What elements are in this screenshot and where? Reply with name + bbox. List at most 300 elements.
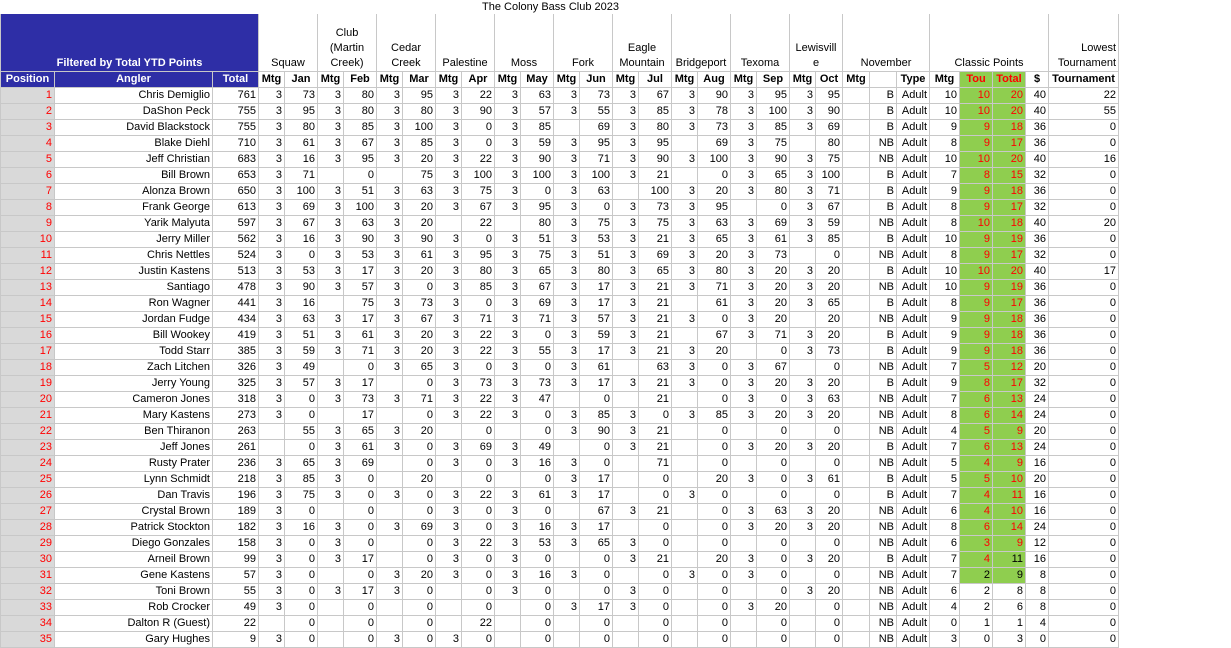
table-cell[interactable]: 3 bbox=[318, 536, 344, 552]
table-cell[interactable]: 0 bbox=[1049, 600, 1119, 616]
table-cell[interactable]: 15 bbox=[1, 312, 55, 328]
table-cell[interactable]: 0 bbox=[521, 632, 554, 648]
table-cell[interactable]: 3 bbox=[672, 360, 698, 376]
table-cell[interactable]: 613 bbox=[213, 200, 259, 216]
table-cell[interactable] bbox=[318, 168, 344, 184]
table-cell[interactable] bbox=[790, 248, 816, 264]
table-cell[interactable]: 57 bbox=[521, 104, 554, 120]
table-cell[interactable] bbox=[613, 520, 639, 536]
table-cell[interactable]: 3 bbox=[495, 440, 521, 456]
table-cell[interactable]: 17 bbox=[344, 584, 377, 600]
table-cell[interactable]: 51 bbox=[344, 184, 377, 200]
table-cell[interactable]: 0 bbox=[930, 616, 960, 632]
table-cell[interactable]: 3 bbox=[613, 88, 639, 104]
table-cell[interactable]: 100 bbox=[698, 152, 731, 168]
table-cell[interactable]: 3 bbox=[259, 232, 285, 248]
table-cell[interactable] bbox=[377, 536, 403, 552]
table-cell[interactable]: 0 bbox=[344, 536, 377, 552]
table-cell[interactable]: 55 bbox=[213, 584, 259, 600]
table-cell[interactable]: 40 bbox=[1026, 88, 1049, 104]
table-cell[interactable]: 3 bbox=[731, 552, 757, 568]
table-cell[interactable] bbox=[731, 488, 757, 504]
table-cell[interactable]: 0 bbox=[403, 632, 436, 648]
table-cell[interactable]: 90 bbox=[344, 232, 377, 248]
table-cell[interactable]: 0 bbox=[580, 584, 613, 600]
table-cell[interactable]: 8 bbox=[960, 376, 993, 392]
table-cell[interactable]: 0 bbox=[757, 424, 790, 440]
table-cell[interactable]: 36 bbox=[1026, 312, 1049, 328]
table-cell[interactable]: 10 bbox=[1, 232, 55, 248]
table-cell[interactable]: 0 bbox=[285, 408, 318, 424]
table-cell[interactable]: 3 bbox=[554, 312, 580, 328]
table-cell[interactable]: 20 bbox=[1026, 472, 1049, 488]
table-cell[interactable]: 3 bbox=[259, 408, 285, 424]
table-cell[interactable]: 3 bbox=[613, 344, 639, 360]
table-cell[interactable]: 16 bbox=[521, 568, 554, 584]
table-cell[interactable] bbox=[843, 520, 870, 536]
table-cell[interactable]: 80 bbox=[698, 264, 731, 280]
table-cell[interactable]: 95 bbox=[580, 136, 613, 152]
table-cell[interactable]: 0 bbox=[580, 456, 613, 472]
table-cell[interactable]: 3 bbox=[377, 440, 403, 456]
table-cell[interactable]: 90 bbox=[462, 104, 495, 120]
column-header[interactable]: Mtg bbox=[731, 72, 757, 88]
table-cell[interactable]: 3 bbox=[495, 168, 521, 184]
table-cell[interactable]: Adult bbox=[897, 232, 930, 248]
table-cell[interactable]: 3 bbox=[790, 376, 816, 392]
table-cell[interactable] bbox=[672, 536, 698, 552]
table-cell[interactable] bbox=[613, 616, 639, 632]
table-cell[interactable]: 683 bbox=[213, 152, 259, 168]
table-cell[interactable]: 3 bbox=[377, 296, 403, 312]
table-cell[interactable]: Adult bbox=[897, 376, 930, 392]
table-cell[interactable]: 3 bbox=[613, 376, 639, 392]
table-cell[interactable]: 3 bbox=[259, 472, 285, 488]
table-cell[interactable]: 3 bbox=[731, 184, 757, 200]
table-cell[interactable]: 0 bbox=[1049, 136, 1119, 152]
table-cell[interactable]: Rusty Prater bbox=[55, 456, 213, 472]
table-cell[interactable]: 0 bbox=[639, 488, 672, 504]
table-cell[interactable]: 7 bbox=[930, 552, 960, 568]
column-header[interactable]: Jan bbox=[285, 72, 318, 88]
table-cell[interactable]: 3 bbox=[495, 312, 521, 328]
table-cell[interactable]: Adult bbox=[897, 632, 930, 648]
column-header[interactable]: Oct bbox=[816, 72, 843, 88]
table-cell[interactable]: 69 bbox=[639, 248, 672, 264]
table-cell[interactable]: 3 bbox=[259, 520, 285, 536]
table-cell[interactable]: 3 bbox=[436, 296, 462, 312]
table-cell[interactable]: 21 bbox=[639, 440, 672, 456]
table-cell[interactable]: 3 bbox=[613, 536, 639, 552]
table-cell[interactable]: 3 bbox=[613, 168, 639, 184]
table-cell[interactable]: 13 bbox=[1, 280, 55, 296]
table-cell[interactable] bbox=[843, 136, 870, 152]
table-cell[interactable] bbox=[843, 536, 870, 552]
table-cell[interactable]: 0 bbox=[1049, 616, 1119, 632]
table-cell[interactable]: 0 bbox=[1049, 584, 1119, 600]
table-cell[interactable]: 434 bbox=[213, 312, 259, 328]
table-cell[interactable]: 16 bbox=[285, 232, 318, 248]
table-cell[interactable]: 69 bbox=[521, 296, 554, 312]
table-cell[interactable]: 67 bbox=[403, 312, 436, 328]
table-cell[interactable]: Adult bbox=[897, 488, 930, 504]
table-cell[interactable]: 3 bbox=[495, 264, 521, 280]
table-cell[interactable]: 3 bbox=[377, 216, 403, 232]
table-cell[interactable]: 7 bbox=[930, 168, 960, 184]
table-cell[interactable]: 9 bbox=[960, 184, 993, 200]
table-cell[interactable]: 75 bbox=[580, 216, 613, 232]
table-cell[interactable] bbox=[843, 632, 870, 648]
table-cell[interactable]: 73 bbox=[757, 248, 790, 264]
table-cell[interactable]: 80 bbox=[344, 88, 377, 104]
table-cell[interactable]: 513 bbox=[213, 264, 259, 280]
table-cell[interactable]: 16 bbox=[1026, 552, 1049, 568]
table-cell[interactable]: 3 bbox=[731, 440, 757, 456]
table-cell[interactable]: 75 bbox=[462, 184, 495, 200]
table-cell[interactable]: 0 bbox=[521, 408, 554, 424]
table-cell[interactable]: 22 bbox=[462, 344, 495, 360]
table-cell[interactable]: 3 bbox=[672, 248, 698, 264]
table-cell[interactable]: 3 bbox=[672, 104, 698, 120]
table-cell[interactable]: 3 bbox=[377, 328, 403, 344]
table-cell[interactable]: 80 bbox=[285, 120, 318, 136]
table-cell[interactable]: 53 bbox=[344, 248, 377, 264]
table-cell[interactable]: 0 bbox=[344, 488, 377, 504]
table-cell[interactable]: 71 bbox=[521, 312, 554, 328]
table-cell[interactable]: 22 bbox=[1, 424, 55, 440]
table-cell[interactable]: NB bbox=[870, 616, 897, 632]
table-cell[interactable]: 3 bbox=[554, 152, 580, 168]
table-cell[interactable]: 3 bbox=[731, 312, 757, 328]
table-cell[interactable]: 3 bbox=[613, 232, 639, 248]
table-cell[interactable]: 0 bbox=[403, 488, 436, 504]
table-cell[interactable]: 261 bbox=[213, 440, 259, 456]
table-cell[interactable]: 0 bbox=[462, 504, 495, 520]
table-cell[interactable]: 3 bbox=[731, 376, 757, 392]
table-cell[interactable]: 3 bbox=[1, 120, 55, 136]
table-cell[interactable]: 69 bbox=[344, 456, 377, 472]
table-cell[interactable]: 9 bbox=[930, 184, 960, 200]
table-cell[interactable]: 13 bbox=[993, 440, 1026, 456]
table-cell[interactable]: Blake Diehl bbox=[55, 136, 213, 152]
table-cell[interactable]: 3 bbox=[259, 104, 285, 120]
table-cell[interactable]: 90 bbox=[639, 152, 672, 168]
table-cell[interactable]: 3 bbox=[672, 488, 698, 504]
table-cell[interactable]: 75 bbox=[521, 248, 554, 264]
table-cell[interactable]: 3 bbox=[259, 584, 285, 600]
table-cell[interactable]: 6 bbox=[960, 392, 993, 408]
table-cell[interactable]: 3 bbox=[259, 280, 285, 296]
table-cell[interactable]: 3 bbox=[613, 296, 639, 312]
table-cell[interactable]: 3 bbox=[436, 280, 462, 296]
table-cell[interactable]: 22 bbox=[462, 536, 495, 552]
table-cell[interactable]: Dalton R (Guest) bbox=[55, 616, 213, 632]
table-cell[interactable]: 0 bbox=[1049, 552, 1119, 568]
table-cell[interactable]: 63 bbox=[521, 88, 554, 104]
lake-header[interactable]: Cedar Creek bbox=[377, 14, 436, 72]
table-cell[interactable]: 61 bbox=[403, 248, 436, 264]
table-cell[interactable]: 3 bbox=[790, 328, 816, 344]
table-cell[interactable]: 3 bbox=[554, 360, 580, 376]
table-cell[interactable]: 0 bbox=[403, 280, 436, 296]
table-cell[interactable]: 1 bbox=[960, 616, 993, 632]
table-cell[interactable]: 3 bbox=[495, 536, 521, 552]
table-cell[interactable] bbox=[843, 504, 870, 520]
table-cell[interactable] bbox=[554, 584, 580, 600]
table-cell[interactable]: 0 bbox=[757, 568, 790, 584]
table-cell[interactable]: 40 bbox=[1026, 152, 1049, 168]
table-cell[interactable] bbox=[672, 328, 698, 344]
table-cell[interactable] bbox=[843, 312, 870, 328]
table-cell[interactable]: 95 bbox=[462, 248, 495, 264]
table-cell[interactable] bbox=[790, 568, 816, 584]
table-cell[interactable]: 3 bbox=[436, 184, 462, 200]
table-cell[interactable]: 4 bbox=[960, 504, 993, 520]
table-cell[interactable]: 71 bbox=[403, 392, 436, 408]
table-cell[interactable]: 3 bbox=[554, 200, 580, 216]
table-cell[interactable]: 3 bbox=[554, 232, 580, 248]
table-cell[interactable]: 2 bbox=[960, 600, 993, 616]
table-cell[interactable]: 2 bbox=[960, 568, 993, 584]
table-cell[interactable]: 49 bbox=[285, 360, 318, 376]
table-cell[interactable]: 0 bbox=[1026, 632, 1049, 648]
table-cell[interactable]: 3 bbox=[318, 104, 344, 120]
table-cell[interactable]: 73 bbox=[639, 200, 672, 216]
table-cell[interactable]: 0 bbox=[1049, 568, 1119, 584]
table-cell[interactable]: 36 bbox=[1026, 120, 1049, 136]
table-cell[interactable]: 0 bbox=[757, 456, 790, 472]
table-cell[interactable]: 0 bbox=[1049, 632, 1119, 648]
table-cell[interactable]: 80 bbox=[757, 184, 790, 200]
table-cell[interactable]: 0 bbox=[1049, 536, 1119, 552]
table-cell[interactable]: Yarik Malyuta bbox=[55, 216, 213, 232]
table-cell[interactable]: 3 bbox=[672, 376, 698, 392]
table-cell[interactable]: 85 bbox=[639, 104, 672, 120]
table-cell[interactable] bbox=[843, 488, 870, 504]
table-cell[interactable]: 8 bbox=[1026, 600, 1049, 616]
table-cell[interactable]: 20 bbox=[993, 152, 1026, 168]
table-cell[interactable]: 3 bbox=[672, 568, 698, 584]
table-cell[interactable]: 3 bbox=[495, 232, 521, 248]
table-cell[interactable]: 3 bbox=[790, 472, 816, 488]
table-cell[interactable]: 0 bbox=[816, 456, 843, 472]
table-cell[interactable]: 13 bbox=[993, 392, 1026, 408]
table-cell[interactable]: 17 bbox=[580, 280, 613, 296]
table-cell[interactable]: Adult bbox=[897, 312, 930, 328]
table-cell[interactable]: 0 bbox=[403, 376, 436, 392]
table-cell[interactable]: 65 bbox=[285, 456, 318, 472]
table-cell[interactable]: 7 bbox=[1, 184, 55, 200]
table-cell[interactable]: 90 bbox=[403, 232, 436, 248]
table-cell[interactable]: 0 bbox=[1049, 360, 1119, 376]
table-cell[interactable]: 189 bbox=[213, 504, 259, 520]
table-cell[interactable]: 3 bbox=[790, 232, 816, 248]
table-cell[interactable]: 35 bbox=[1, 632, 55, 648]
table-cell[interactable]: 8 bbox=[930, 520, 960, 536]
table-cell[interactable]: 3 bbox=[436, 632, 462, 648]
table-cell[interactable]: 100 bbox=[521, 168, 554, 184]
table-cell[interactable]: 3 bbox=[259, 136, 285, 152]
table-cell[interactable]: 3 bbox=[731, 152, 757, 168]
table-cell[interactable]: 0 bbox=[344, 600, 377, 616]
table-cell[interactable]: 3 bbox=[613, 280, 639, 296]
table-cell[interactable]: NB bbox=[870, 216, 897, 232]
table-cell[interactable]: 761 bbox=[213, 88, 259, 104]
table-cell[interactable]: 3 bbox=[672, 312, 698, 328]
table-cell[interactable] bbox=[436, 472, 462, 488]
table-cell[interactable] bbox=[790, 616, 816, 632]
table-cell[interactable] bbox=[259, 616, 285, 632]
table-cell[interactable]: 85 bbox=[403, 136, 436, 152]
table-cell[interactable] bbox=[554, 392, 580, 408]
table-cell[interactable]: 16 bbox=[1, 328, 55, 344]
table-cell[interactable]: 0 bbox=[344, 504, 377, 520]
table-cell[interactable]: 0 bbox=[1049, 232, 1119, 248]
lake-header[interactable]: Club (Martin Creek) bbox=[318, 14, 377, 72]
table-cell[interactable]: 78 bbox=[698, 104, 731, 120]
table-cell[interactable]: 71 bbox=[285, 168, 318, 184]
table-cell[interactable]: 0 bbox=[403, 616, 436, 632]
table-cell[interactable]: 3 bbox=[554, 264, 580, 280]
table-cell[interactable] bbox=[377, 600, 403, 616]
table-cell[interactable]: 23 bbox=[1, 440, 55, 456]
table-cell[interactable]: 36 bbox=[1026, 344, 1049, 360]
table-cell[interactable]: 12 bbox=[1026, 536, 1049, 552]
table-cell[interactable] bbox=[843, 152, 870, 168]
table-cell[interactable] bbox=[843, 360, 870, 376]
table-cell[interactable] bbox=[843, 568, 870, 584]
table-cell[interactable]: Adult bbox=[897, 296, 930, 312]
table-cell[interactable]: 0 bbox=[285, 568, 318, 584]
table-cell[interactable]: 17 bbox=[344, 376, 377, 392]
table-cell[interactable]: 30 bbox=[1, 552, 55, 568]
table-cell[interactable]: 3 bbox=[672, 120, 698, 136]
table-cell[interactable]: B bbox=[870, 104, 897, 120]
table-cell[interactable]: 0 bbox=[580, 632, 613, 648]
table-cell[interactable] bbox=[672, 296, 698, 312]
table-cell[interactable] bbox=[495, 472, 521, 488]
column-header[interactable]: Total bbox=[213, 72, 259, 88]
table-cell[interactable]: 36 bbox=[1026, 296, 1049, 312]
table-cell[interactable]: 3 bbox=[318, 472, 344, 488]
table-cell[interactable]: B bbox=[870, 376, 897, 392]
table-cell[interactable]: 3 bbox=[377, 568, 403, 584]
table-cell[interactable]: 3 bbox=[993, 632, 1026, 648]
table-cell[interactable]: Jerry Young bbox=[55, 376, 213, 392]
table-cell[interactable]: 5 bbox=[930, 472, 960, 488]
table-cell[interactable]: 8 bbox=[930, 216, 960, 232]
table-cell[interactable]: 9 bbox=[993, 456, 1026, 472]
table-cell[interactable]: 325 bbox=[213, 376, 259, 392]
table-cell[interactable] bbox=[790, 536, 816, 552]
table-cell[interactable]: 0 bbox=[285, 600, 318, 616]
table-cell[interactable]: 3 bbox=[318, 328, 344, 344]
table-cell[interactable]: NB bbox=[870, 504, 897, 520]
table-cell[interactable]: 8 bbox=[1026, 568, 1049, 584]
table-cell[interactable] bbox=[613, 184, 639, 200]
table-cell[interactable] bbox=[495, 424, 521, 440]
table-cell[interactable]: 0 bbox=[521, 424, 554, 440]
table-cell[interactable] bbox=[436, 424, 462, 440]
table-cell[interactable]: Ron Wagner bbox=[55, 296, 213, 312]
table-cell[interactable]: 69 bbox=[403, 520, 436, 536]
table-cell[interactable] bbox=[377, 472, 403, 488]
table-cell[interactable]: 21 bbox=[639, 296, 672, 312]
table-cell[interactable]: 65 bbox=[344, 424, 377, 440]
lake-header[interactable]: Bridgeport bbox=[672, 14, 731, 72]
table-cell[interactable]: 3 bbox=[731, 520, 757, 536]
table-cell[interactable]: 59 bbox=[521, 136, 554, 152]
table-cell[interactable]: 100 bbox=[403, 120, 436, 136]
table-cell[interactable]: NB bbox=[870, 392, 897, 408]
table-cell[interactable]: 21 bbox=[639, 376, 672, 392]
table-cell[interactable]: Bill Brown bbox=[55, 168, 213, 184]
table-cell[interactable]: 20 bbox=[698, 344, 731, 360]
table-cell[interactable] bbox=[318, 632, 344, 648]
table-cell[interactable] bbox=[613, 568, 639, 584]
table-cell[interactable]: 71 bbox=[462, 312, 495, 328]
table-cell[interactable] bbox=[554, 120, 580, 136]
table-cell[interactable]: 3 bbox=[436, 456, 462, 472]
table-cell[interactable]: 16 bbox=[1049, 152, 1119, 168]
table-cell[interactable]: 17 bbox=[993, 296, 1026, 312]
table-cell[interactable]: 10 bbox=[960, 152, 993, 168]
table-cell[interactable]: 26 bbox=[1, 488, 55, 504]
table-cell[interactable]: 22 bbox=[462, 392, 495, 408]
table-cell[interactable]: B bbox=[870, 296, 897, 312]
table-cell[interactable]: B bbox=[870, 344, 897, 360]
table-cell[interactable]: 3 bbox=[436, 88, 462, 104]
table-cell[interactable]: 3 bbox=[495, 456, 521, 472]
table-cell[interactable]: 0 bbox=[1049, 504, 1119, 520]
column-header[interactable]: Tou bbox=[960, 72, 993, 88]
table-cell[interactable]: Adult bbox=[897, 440, 930, 456]
table-cell[interactable]: 0 bbox=[698, 536, 731, 552]
table-cell[interactable]: 0 bbox=[344, 168, 377, 184]
table-cell[interactable] bbox=[672, 392, 698, 408]
table-cell[interactable]: 3 bbox=[790, 504, 816, 520]
table-cell[interactable]: 71 bbox=[698, 280, 731, 296]
table-cell[interactable]: 18 bbox=[993, 344, 1026, 360]
table-cell[interactable]: 53 bbox=[285, 264, 318, 280]
table-cell[interactable] bbox=[843, 232, 870, 248]
column-header[interactable]: Mtg bbox=[259, 72, 285, 88]
table-cell[interactable]: 67 bbox=[757, 360, 790, 376]
table-cell[interactable]: 29 bbox=[1, 536, 55, 552]
table-cell[interactable]: 3 bbox=[495, 296, 521, 312]
table-cell[interactable]: 0 bbox=[698, 168, 731, 184]
table-cell[interactable] bbox=[554, 616, 580, 632]
table-cell[interactable] bbox=[318, 568, 344, 584]
table-cell[interactable]: 10 bbox=[930, 152, 960, 168]
table-cell[interactable]: 3 bbox=[436, 488, 462, 504]
table-cell[interactable]: 21 bbox=[639, 504, 672, 520]
table-cell[interactable]: NB bbox=[870, 360, 897, 376]
table-cell[interactable]: 3 bbox=[318, 120, 344, 136]
table-cell[interactable]: B bbox=[870, 88, 897, 104]
column-header[interactable]: Mtg bbox=[554, 72, 580, 88]
table-cell[interactable]: 10 bbox=[930, 264, 960, 280]
table-cell[interactable]: Rob Crocker bbox=[55, 600, 213, 616]
table-cell[interactable]: B bbox=[870, 120, 897, 136]
table-cell[interactable]: 100 bbox=[344, 200, 377, 216]
table-cell[interactable]: 40 bbox=[1026, 216, 1049, 232]
table-cell[interactable]: 3 bbox=[436, 104, 462, 120]
table-cell[interactable]: 16 bbox=[1026, 456, 1049, 472]
table-cell[interactable]: 11 bbox=[993, 488, 1026, 504]
table-cell[interactable]: 4 bbox=[930, 424, 960, 440]
table-cell[interactable]: 3 bbox=[731, 280, 757, 296]
